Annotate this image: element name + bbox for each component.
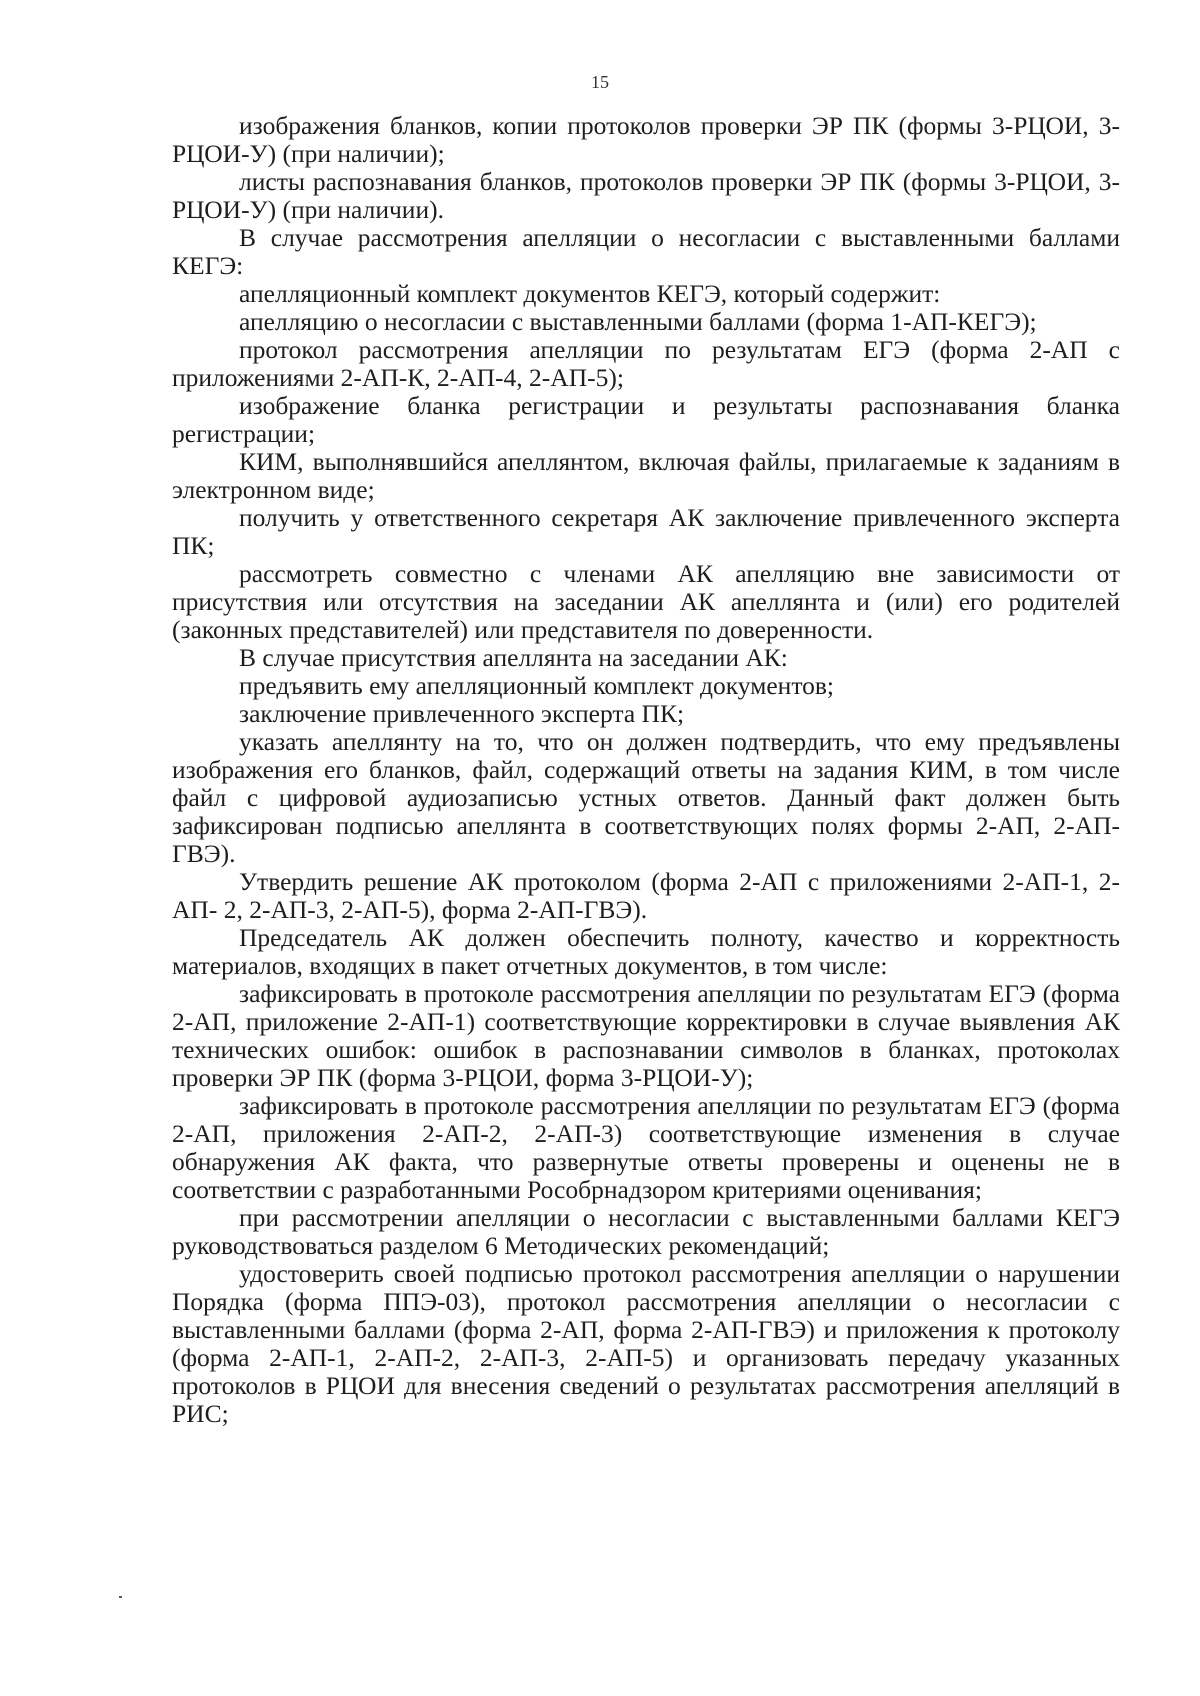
paragraph: зафиксировать в протоколе рассмотрения апелляции по результатам ЕГЭ (форма 2-АП, приложения 2-АП-2, 2-АП-3) соответствующие изменения в случае обнаружения АК факта, что развернутые ответы проверены и оценены не в соответствии с разработанными Рособрнадзором критериями оценивания;	[172, 1091, 1120, 1204]
paragraph: зафиксировать в протоколе рассмотрения апелляции по результатам ЕГЭ (форма 2-АП, приложение 2-АП-1) соответствующие корректировки в случае выявления АК технических ошибок: ошибок в распознавании символов в бланках, протоколах проверки ЭР ПК (форма 3-РЦОИ, форма 3-РЦОИ-У);	[172, 979, 1120, 1092]
paragraph: заключение привлеченного эксперта ПК;	[239, 699, 685, 728]
paragraph: листы распознавания бланков, протоколов проверки ЭР ПК (формы 3-РЦОИ, 3- РЦОИ-У) (при наличии).	[172, 167, 1120, 224]
paragraph: указать апеллянту на то, что он должен подтвердить, что ему предъявлены изображения его бланков, файл, содержащий ответы на задания КИМ, в том числе файл с цифровой аудиозаписью устных ответов. Данный факт должен быть зафиксирован подписью апеллянта в соответствующих полях формы 2-АП, 2-АП-ГВЭ).	[172, 727, 1120, 868]
paragraph: при рассмотрении апелляции о несогласии с выставленными баллами КЕГЭ руководствоваться разделом 6 Методических рекомендаций;	[172, 1203, 1120, 1260]
paragraph: предъявить ему апелляционный комплект документов;	[239, 671, 835, 700]
paragraph: КИМ, выполнявшийся апеллянтом, включая файлы, прилагаемые к заданиям в электронном виде;	[172, 447, 1120, 504]
document-body	[172, 112, 1120, 1428]
scan-artifact	[119, 1596, 122, 1598]
paragraph: апелляцию о несогласии с выставленными баллами (форма 1-АП-КЕГЭ);	[239, 307, 1037, 336]
paragraph: Председатель АК должен обеспечить полноту, качество и корректность материалов, входящих в пакет отчетных документов, в том числе:	[172, 923, 1120, 980]
paragraph: удостоверить своей подписью протокол рассмотрения апелляции о нарушении Порядка (форма ППЭ-03), протокол рассмотрения апелляции о несогласии с выставленными баллами (форма 2-АП, форма 2-АП-ГВЭ) и приложения к протоколу (форма 2-АП-1, 2-АП-2, 2-АП-3, 2-АП-5) и организовать передачу указанных протоколов в РЦОИ для внесения сведений о результатах рассмотрения апелляций в РИС;	[172, 1259, 1120, 1428]
paragraph: Утвердить решение АК протоколом (форма 2-АП с приложениями 2-АП-1, 2-АП- 2, 2-АП-3, 2-АП-5), форма 2-АП-ГВЭ).	[172, 867, 1120, 924]
paragraph: В случае рассмотрения апелляции о несогласии с выставленными баллами КЕГЭ:	[172, 223, 1120, 280]
paragraph: получить у ответственного секретаря АК заключение привлеченного эксперта ПК;	[172, 503, 1120, 560]
paragraph: протокол рассмотрения апелляции по результатам ЕГЭ (форма 2-АП с приложениями 2-АП-К, 2-АП-4, 2-АП-5);	[172, 335, 1120, 392]
paragraph: изображения бланков, копии протоколов проверки ЭР ПК (формы 3-РЦОИ, 3- РЦОИ-У) (при наличии);	[172, 111, 1120, 168]
page-number: 15	[591, 72, 609, 92]
paragraph: рассмотреть совместно с членами АК апелляцию вне зависимости от присутствия или отсутствия на заседании АК апеллянта и (или) его родителей (законных представителей) или представителя по доверенности.	[172, 559, 1120, 644]
paragraph: В случае присутствия апеллянта на заседании АК:	[239, 643, 788, 672]
paragraph: изображение бланка регистрации и результаты распознавания бланка регистрации;	[172, 391, 1120, 448]
paragraph: апелляционный комплект документов КЕГЭ, который содержит:	[239, 279, 941, 308]
